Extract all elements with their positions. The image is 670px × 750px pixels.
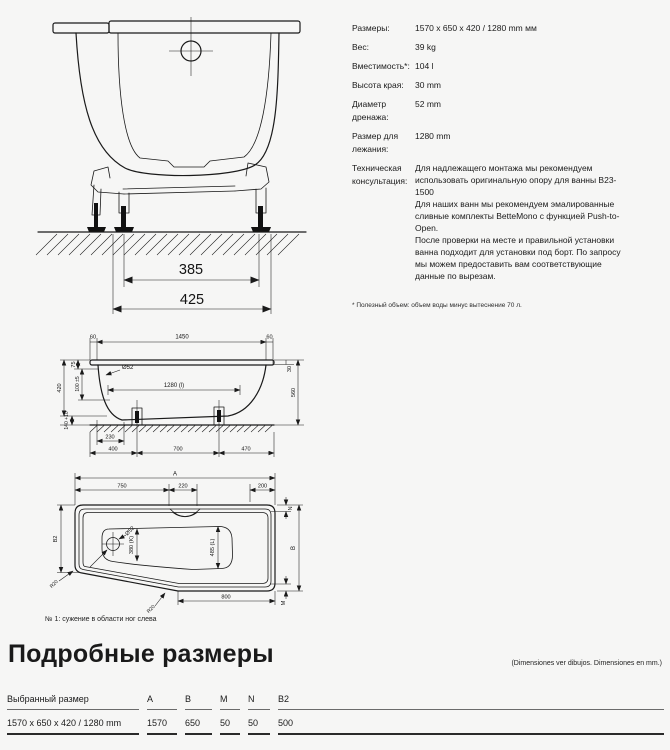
dim-220: 220: [178, 483, 188, 490]
dim-425-label: 425: [179, 292, 205, 308]
spec-label: Вес:: [352, 42, 370, 52]
dim-560: 560: [291, 387, 297, 398]
spec-label: Диаметр дренажа:: [352, 99, 389, 122]
support-frame: [87, 163, 271, 232]
dim-230: 230: [105, 434, 115, 441]
col-header-b2: B2: [278, 694, 664, 710]
dim-100: 100 ±5: [75, 376, 81, 392]
spec-row-weight: [352, 41, 664, 54]
dim-750: 750: [117, 483, 127, 490]
dim-n: N: [288, 506, 294, 511]
dim-75: 75: [71, 361, 77, 368]
dim-30: 30: [287, 365, 293, 373]
dim-385-label: 385: [178, 262, 204, 278]
spec-row-dimensions: [352, 22, 664, 35]
col-header-n: N: [248, 694, 270, 710]
dim-200: 200: [257, 483, 268, 490]
radius-r20-bottom: R20: [145, 603, 157, 615]
front-view-drawing: [28, 8, 328, 320]
cell-m: 50: [220, 718, 240, 735]
dim-60-right: 60: [266, 334, 273, 341]
spec-value: 52 mm: [415, 99, 441, 109]
col-header-b: B: [185, 694, 212, 710]
col-header-m: M: [220, 694, 240, 710]
plan-dimensions: [49, 472, 303, 615]
spec-value: 39 kg: [415, 42, 436, 52]
spec-value: 1570 x 650 x 420 / 1280 mm мм: [415, 23, 537, 33]
dim-a: A: [172, 471, 178, 478]
spec-label: Техническая консультация:: [352, 163, 408, 186]
consultation-paragraph: После проверки на месте и правильной установки ванна подходит для установки под борт. По запросу мы можем предоставить вам соответствующие данные по вырезам.: [415, 235, 621, 281]
col-header-a: A: [147, 694, 177, 710]
spec-row-drain-diameter: [352, 98, 664, 124]
overflow-hole: [169, 17, 213, 76]
cell-b: 650: [185, 718, 212, 735]
spec-label: Размеры:: [352, 23, 390, 33]
dim-380k: 380 (K): [129, 535, 135, 555]
spec-value: 1280 mm: [415, 131, 451, 141]
foot-narrowing-note: № 1: сужение в области ног слева: [45, 616, 157, 623]
dim-1280: 1280 (l): [163, 383, 185, 389]
spec-label: Вместимость*:: [352, 61, 410, 71]
dim-140: 140 +10: [64, 411, 70, 430]
radius-r20-left: R20: [48, 578, 60, 590]
table-row: [7, 718, 664, 735]
side-view-drawing: [42, 328, 318, 463]
col-header-selected-size: Выбранный размер: [7, 694, 139, 710]
front-dimensions: [113, 234, 271, 314]
ground-hatching: [90, 425, 274, 432]
spec-row-capacity: [352, 60, 664, 73]
consultation-paragraph: Для надлежащего монтажа мы рекомендуем использовать оригинальную опору для ванны B23-1500: [415, 163, 617, 197]
spec-row-consultation: [352, 162, 664, 282]
dimensions-caption: (Dimensiones ver dibujos. Dimensiones en mm.): [511, 660, 662, 667]
top-view-drawing: [42, 468, 322, 628]
volume-footnote: * Полезный объем: объем воды минус вытеснение 70 л.: [352, 302, 522, 309]
page-title: Подробные размеры: [8, 640, 274, 668]
table-header-row: [7, 694, 664, 710]
ground-hatching: [36, 232, 306, 255]
drain-diameter-label: Ø52: [124, 525, 137, 538]
cell-n: 50: [248, 718, 270, 735]
bathtub-plan-outline: [75, 505, 275, 591]
cell-b2: 500: [278, 718, 664, 735]
dim-b2: B2: [53, 535, 59, 543]
drain-diameter-label: Ø52: [122, 365, 134, 371]
cell-a: 1570: [147, 718, 177, 735]
dim-420: 420: [57, 383, 63, 393]
spec-value: [415, 162, 629, 282]
dim-470: 470: [241, 446, 251, 453]
spec-label: Высота края:: [352, 80, 404, 90]
dim-700: 700: [173, 446, 183, 453]
spec-list: [352, 22, 664, 309]
spec-value: 104 l: [415, 61, 434, 71]
dim-60-left: 60: [89, 334, 97, 341]
dim-m: M: [281, 600, 287, 606]
spec-value: 30 mm: [415, 80, 441, 90]
bathtub-front-outline: [53, 21, 300, 176]
dim-b: B: [291, 545, 297, 551]
dim-400: 400: [108, 446, 118, 453]
dim-1450: 1450: [175, 334, 189, 341]
dimensions-table: [7, 694, 664, 735]
dim-485l: 485 (L): [210, 538, 216, 557]
side-dimensions: [57, 335, 304, 458]
spec-row-lying-size: [352, 130, 664, 156]
consultation-paragraph: Для наших ванн мы рекомендуем эмалированные сливные комплекты BetteMono с функцией Push-to-Open.: [415, 199, 620, 233]
spec-label: Размер для лежания:: [352, 131, 399, 154]
cell-selected-size: 1570 x 650 x 420 / 1280 mm: [7, 718, 139, 735]
spec-row-rim-height: [352, 79, 664, 92]
dim-800: 800: [221, 594, 231, 601]
